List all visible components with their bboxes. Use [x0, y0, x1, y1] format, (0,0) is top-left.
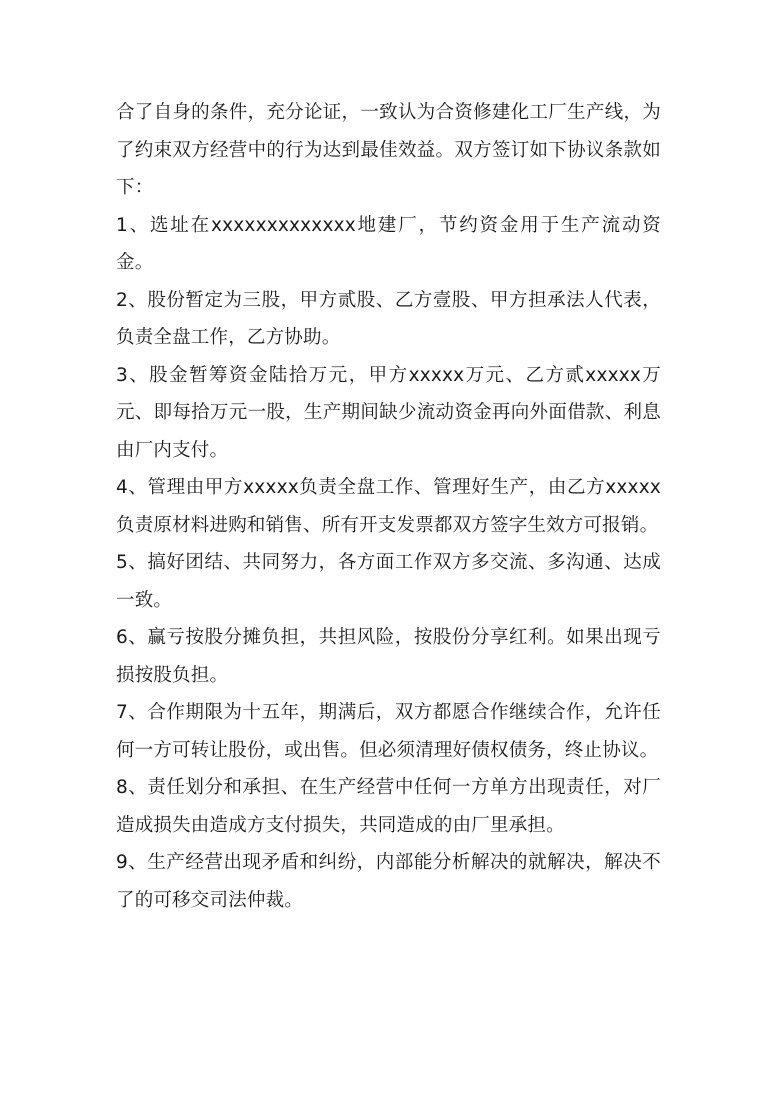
clause-9: 9、生产经营出现矛盾和纠纷，内部能分析解决的就解决，解决不了的可移交司法仲裁。	[116, 852, 661, 911]
clause-6: 6、赢亏按股分摊负担，共担风险，按股份分享红利。如果出现亏损按股负担。	[116, 627, 661, 686]
document-body	[116, 94, 661, 919]
intro-paragraph: 合了自身的条件，充分论证，一致认为合资修建化工厂生产线，为了约束双方经营中的行为达到最佳效益。双方签订如下协议条款如下：	[116, 102, 661, 198]
clause-5: 5、搞好团结、共同努力，各方面工作双方多交流、多沟通、达成一致。	[116, 552, 661, 611]
clause-7: 7、合作期限为十五年，期满后，双方都愿合作继续合作，允许任何一方可转让股份，或出售。但必须清理好债权债务，终止协议。	[116, 702, 661, 761]
clause-2: 2、股份暂定为三股，甲方贰股、乙方壹股、甲方担承法人代表，负责全盘工作，乙方协助。	[116, 289, 661, 348]
clause-3: 3、股金暂筹资金陆拾万元，甲方xxxxx万元、乙方贰xxxxx万元、即每拾万元一股，生产期间缺少流动资金再向外面借款、利息由厂内支付。	[116, 364, 661, 461]
clause-1: 1、选址在xxxxxxxxxxxxx地建厂，节约资金用于生产流动资金。	[116, 214, 661, 273]
clause-4: 4、管理由甲方xxxxx负责全盘工作、管理好生产，由乙方xxxxx负责原材料进购和销售、所有开支发票都双方签字生效方可报销。	[116, 477, 661, 536]
clause-8: 8、责任划分和承担、在生产经营中任何一方单方出现责任，对厂造成损失由造成方支付损失，共同造成的由厂里承担。	[116, 777, 661, 836]
